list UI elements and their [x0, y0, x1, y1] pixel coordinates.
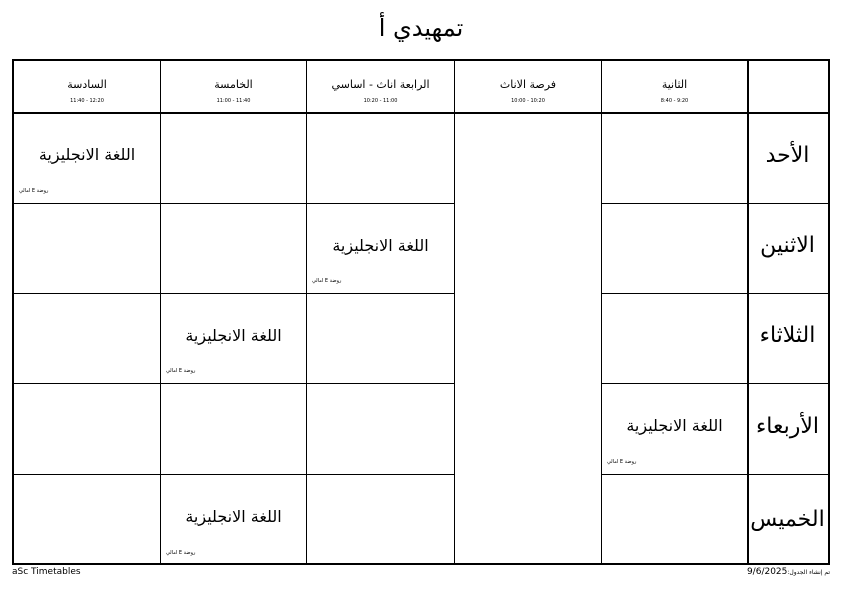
row-divider: [601, 203, 828, 204]
lesson-info: روضة E امالي: [607, 459, 637, 465]
row-divider: [14, 383, 454, 384]
period-header: [14, 61, 160, 113]
period-time: 11:00 - 11:40: [216, 98, 251, 104]
day-label-thursday: الخميس: [750, 507, 825, 532]
lesson-info: روضة E امالي: [312, 278, 342, 284]
timetable-title: تمهيدي أ: [378, 14, 464, 42]
lesson-info: روضة E امالي: [166, 368, 196, 374]
column-divider: [601, 61, 602, 563]
lesson-card[interactable]: [14, 113, 160, 203]
period-header: [307, 61, 454, 113]
day-label-tuesday: الثلاثاء: [759, 323, 816, 348]
lesson-subject: اللغة الانجليزية: [626, 416, 723, 435]
lesson-info: روضة E امالي: [166, 550, 196, 556]
period-time: 8:40 - 9:20: [660, 98, 689, 104]
lesson-subject: اللغة الانجليزية: [185, 326, 282, 345]
column-divider: [454, 61, 455, 563]
row-divider: [601, 293, 828, 294]
footer-created-date: [747, 566, 830, 579]
period-time: 10:00 - 10:20: [511, 98, 545, 104]
period-header: [455, 61, 601, 113]
period-time: 10:20 - 11:00: [363, 98, 398, 104]
footer-created-label: تم إنشاء الجدول:: [787, 569, 830, 576]
lesson-subject: اللغة الانجليزية: [185, 507, 282, 526]
day-label-wednesday: الأربعاء: [755, 414, 820, 439]
period-header: [602, 61, 747, 113]
column-divider: [306, 61, 307, 563]
lesson-card[interactable]: [161, 294, 306, 383]
period-name: فرصة الاناث: [499, 78, 557, 91]
column-divider: [747, 61, 749, 563]
period-header: [161, 61, 306, 113]
footer-generator: aSc Timetables: [12, 567, 81, 577]
lesson-subject: اللغة الانجليزية: [38, 145, 136, 164]
period-time: 11:40 - 12:20: [70, 98, 104, 104]
lesson-card[interactable]: [161, 475, 306, 565]
timetable-grid: [12, 59, 830, 565]
period-name: الثانية: [661, 78, 688, 91]
day-label-monday: الاثنين: [760, 233, 815, 258]
period-name: الرابعة اناث - اساسي: [331, 78, 430, 91]
row-divider: [601, 474, 828, 475]
lesson-card[interactable]: [602, 384, 747, 474]
period-name: السادسة: [67, 78, 107, 91]
lesson-card[interactable]: [307, 204, 454, 293]
footer-date: 9/6/2025: [746, 567, 788, 577]
lesson-subject: اللغة الانجليزية: [332, 236, 429, 255]
lesson-info: روضة E امالي: [19, 188, 49, 194]
period-name: الخامسة: [214, 78, 253, 91]
day-label-sunday: الأحد: [765, 143, 810, 168]
